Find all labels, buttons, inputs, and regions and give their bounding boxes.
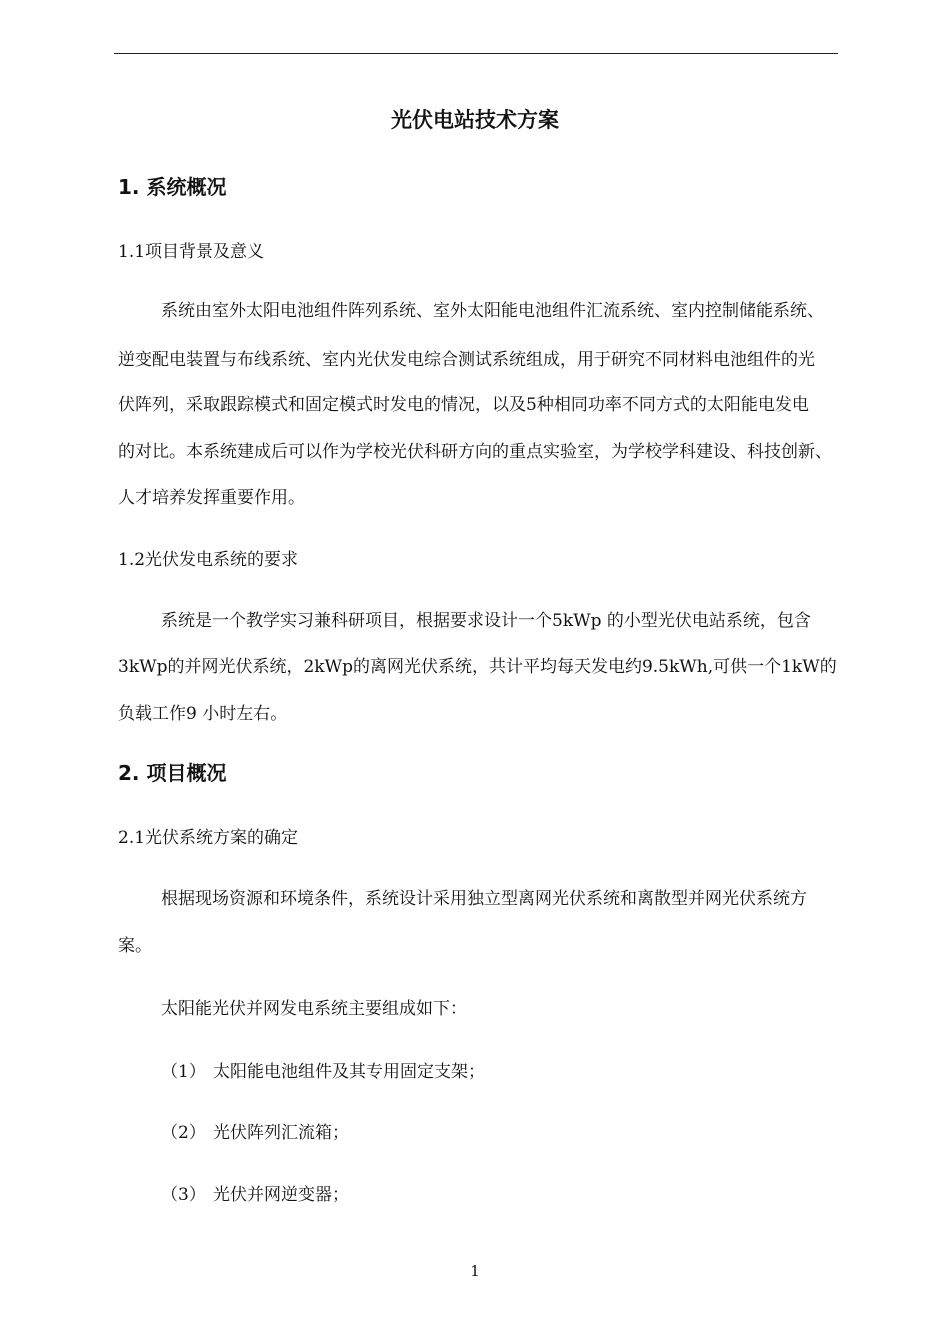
list-item: [161, 1118, 349, 1143]
subsection-1-2-heading: 1.2光伏发电系统的要求: [118, 550, 299, 570]
page-number: 1: [470, 1262, 480, 1280]
paragraph-line: 案。: [118, 936, 152, 956]
subsection-2-1-heading: 2.1光伏系统方案的确定: [118, 828, 299, 848]
list-intro: 太阳能光伏并网发电系统主要组成如下：: [161, 999, 467, 1019]
paragraph-line: 逆变配电装置与布线系统、室内光伏发电综合测试系统组成，用于研究不同材料电池组件的光: [118, 350, 815, 370]
paragraph-line: 根据现场资源和环境条件，系统设计采用独立型离网光伏系统和离散型并网光伏系统方: [161, 889, 807, 909]
list-item-number: （2）: [161, 1123, 206, 1143]
list-item: [161, 1057, 485, 1082]
list-item-text: 太阳能电池组件及其专用固定支架；: [213, 1062, 485, 1082]
paragraph-line: 人才培养发挥重要作用。: [118, 488, 305, 508]
section-2-heading: 2. 项目概况: [118, 761, 227, 785]
paragraph-line: 3kWp的并网光伏系统，2kWp的离网光伏系统，共计平均每天发电约9.5kWh,可供一个1kW的: [118, 657, 837, 677]
paragraph-line: 负载工作9 小时左右。: [118, 704, 288, 724]
paragraph-line: 伏阵列，采取跟踪模式和固定模式时发电的情况，以及5种相同功率不同方式的太阳能电发电: [118, 395, 809, 415]
header-rule: [114, 53, 838, 54]
paragraph-line: 系统由室外太阳电池组件阵列系统、室外太阳能电池组件汇流系统、室内控制储能系统、: [161, 301, 824, 321]
list-item-text: 光伏并网逆变器；: [213, 1185, 349, 1205]
list-item-number: （1）: [161, 1062, 206, 1082]
list-item-text: 光伏阵列汇流箱；: [213, 1123, 349, 1143]
section-1-heading: 1. 系统概况: [118, 175, 227, 199]
paragraph-line: 的对比。本系统建成后可以作为学校光伏科研方向的重点实验室，为学校学科建设、科技创新、: [118, 442, 832, 462]
list-item-number: （3）: [161, 1185, 206, 1205]
paragraph-line: 系统是一个教学实习兼科研项目，根据要求设计一个5kWp 的小型光伏电站系统，包含: [161, 611, 811, 631]
document-title: 光伏电站技术方案: [391, 108, 559, 132]
subsection-1-1-heading: 1.1项目背景及意义: [118, 242, 265, 262]
list-item: [161, 1180, 349, 1205]
